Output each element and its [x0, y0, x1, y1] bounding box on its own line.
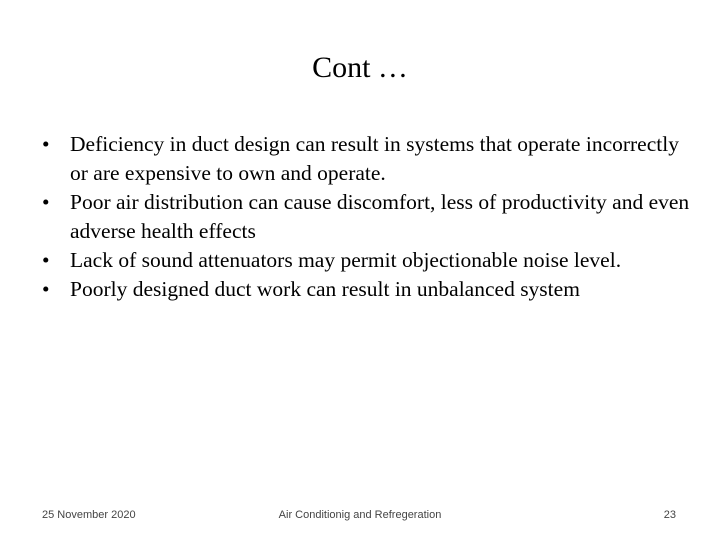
bullet-text: Deficiency in duct design can result in systems that operate incorrectly or are expensive to own and operate. [70, 132, 679, 185]
bullet-text: Lack of sound attenuators may permit objectionable noise level. [70, 248, 622, 272]
bullet-item [40, 246, 690, 275]
bullet-item [40, 130, 690, 188]
bullet-list [40, 130, 690, 304]
footer-date: 25 November 2020 [42, 509, 136, 521]
page-number: 23 [663, 509, 676, 521]
bullet-icon: • [42, 248, 50, 272]
bullet-icon: • [42, 132, 50, 156]
bullet-text: Poor air distribution can cause discomfort, less of productivity and even adverse health effects [70, 190, 690, 243]
bullet-item [40, 275, 690, 304]
bullet-text: Poorly designed duct work can result in unbalanced system [70, 277, 580, 301]
bullet-item [40, 188, 690, 246]
bullet-icon: • [42, 277, 50, 301]
footer-title: Air Conditionig and Refregeration [278, 509, 442, 521]
slide-title: Cont … [312, 51, 408, 84]
bullet-icon: • [42, 190, 50, 214]
